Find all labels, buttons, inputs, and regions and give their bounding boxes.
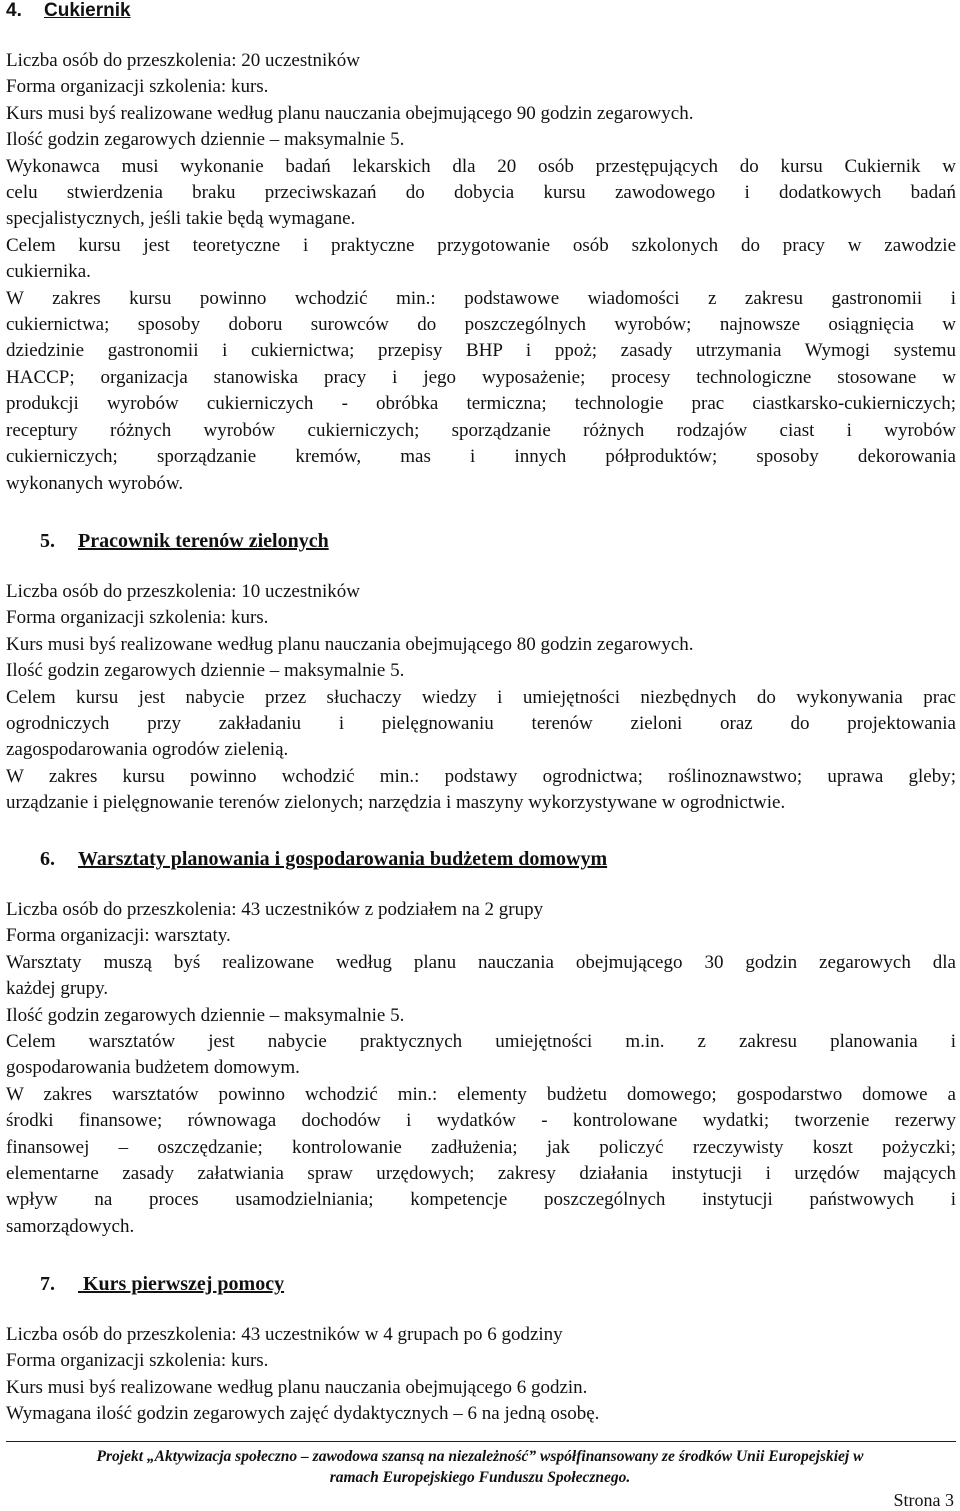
text-line: Liczba osób do przeszkolenia: 43 uczestników z podziałem na 2 grupy: [6, 899, 544, 920]
text-line: W zakres kursu powinno wchodzić min.: podstawowe wiadomości z zakresu gastronomii i: [6, 287, 956, 309]
text-line: urządzanie i pielęgnowanie terenów zielonych; narzędzia i maszyny wykorzystywane w ogrodnictwie.: [6, 792, 786, 814]
section-title: Pracownik terenów zielonych: [78, 530, 329, 552]
text-line: Liczba osób do przeszkolenia: 10 uczestników: [6, 581, 361, 602]
text-line: Ilość godzin zegarowych dziennie – maksymalnie 5.: [6, 1004, 405, 1026]
text-line: gospodarowania budżetem domowym.: [6, 1057, 300, 1079]
text-line: Ilość godzin zegarowych dziennie – maksymalnie 5.: [6, 129, 405, 151]
text-line: Liczba osób do przeszkolenia: 20 uczestników: [6, 50, 361, 71]
section-number: 7.: [40, 1273, 55, 1295]
text-line: celu stwierdzenia braku przeciwskazań do dobycia kursu zawodowego i dodatkowych badań: [6, 182, 956, 204]
text-line: środki finansowe; równowaga dochodów i wydatków - kontrolowane wydatki; tworzenie rezerwy: [6, 1110, 956, 1132]
text-line: każdej grupy.: [6, 978, 109, 1000]
section-body: [6, 1322, 956, 1428]
section-pracownik-terenow-zielonych: [6, 529, 956, 817]
section-heading: [6, 529, 956, 553]
text-line: Warsztaty muszą byś realizowane według planu nauczania obejmującego 30 godzin zegarowych dla: [6, 951, 956, 973]
text-line: HACCP; organizacja stanowiska pracy i jego wyposażenie; procesy technologiczne stosowane w: [6, 366, 956, 388]
text-line: Forma organizacji: warsztaty.: [6, 925, 231, 947]
text-line: wpływ na proces usamodzielniania; kompetencje poszczególnych instytucji państwowych i: [6, 1189, 956, 1211]
page-number: Strona 3: [893, 1490, 954, 1510]
footer-project-line: Projekt „Aktywizacja społeczno – zawodowa szansą na niezależność” współfinansowany ze środków Unii Europejskiej w: [96, 1448, 864, 1465]
text-line: receptury różnych wyrobów cukierniczych; sporządzanie różnych rodzajów ciast i wyrobów: [6, 419, 956, 441]
section-heading: [6, 0, 956, 22]
text-line: wykonanych wyrobów.: [6, 472, 184, 494]
text-line: dziedzinie gastronomii i cukiernictwa; przepisy BHP i ppoż; zasady utrzymania Wymogi systemu: [6, 340, 956, 362]
text-line: Celem kursu jest nabycie przez słuchaczy wiedzy i umiejętności niezbędnych do wykonywania prac: [6, 686, 956, 708]
text-line: Wymagana ilość godzin zegarowych zajęć dydaktycznych – 6 na jedną osobę.: [6, 1403, 600, 1425]
text-line: Forma organizacji szkolenia: kurs.: [6, 76, 269, 98]
section-heading: [6, 1272, 956, 1296]
text-line: elementarne zasady załatwiania spraw urzędowych; zakresy działania instytucji i urzędów mających: [6, 1163, 956, 1185]
footer-divider: [6, 1441, 956, 1442]
text-line: cukiernika.: [6, 261, 91, 283]
text-line: ogrodniczych przy zakładaniu i pielęgnowaniu terenów zieloni oraz do projektowania: [6, 713, 956, 735]
text-line: Wykonawca musi wykonanie badań lekarskich dla 20 osób przestępujących do kursu Cukiernik w: [6, 155, 956, 177]
footer-fund-line: ramach Europejskiego Funduszu Społecznego.: [329, 1469, 631, 1486]
text-line: produkcji wyrobów cukierniczych - obróbka termiczna; technologie prac ciastkarsko-cukierniczych;: [6, 393, 956, 415]
text-line: Celem kursu jest teoretyczne i praktyczne przygotowanie osób szkolonych do pracy w zawodzie: [6, 234, 956, 256]
section-kurs-pierwszej-pomocy: [6, 1272, 956, 1428]
text-line: Kurs musi byś realizowane według planu nauczania obejmującego 90 godzin zegarowych.: [6, 102, 694, 124]
text-line: Celem warsztatów jest nabycie praktycznych umiejętności m.in. z zakresu planowania i: [6, 1031, 956, 1053]
text-line: Forma organizacji szkolenia: kurs.: [6, 607, 269, 629]
section-body: [6, 579, 956, 817]
section-number: 5.: [40, 530, 55, 552]
text-line: samorządowych.: [6, 1215, 135, 1237]
section-body: [6, 48, 956, 497]
text-line: W zakres warsztatów powinno wchodzić min.: elementy budżetu domowego; gospodarstwo domowe a: [6, 1083, 956, 1105]
section-body: [6, 897, 956, 1240]
section-cukiernik: [6, 0, 956, 497]
text-line: specjalistycznych, jeśli takie będą wymagane.: [6, 208, 356, 230]
text-line: zagospodarowania ogrodów zielenią.: [6, 739, 289, 761]
text-line: Kurs musi byś realizowane według planu nauczania obejmującego 80 godzin zegarowych.: [6, 633, 694, 655]
text-line: W zakres kursu powinno wchodzić min.: podstawy ogrodnictwa; roślinoznawstwo; uprawa gleby;: [6, 765, 956, 787]
text-line: cukierniczych; sporządzanie kremów, mas i innych półproduktów; sposoby dekorowania: [6, 446, 956, 468]
text-line: Ilość godzin zegarowych dziennie – maksymalnie 5.: [6, 660, 405, 682]
section-title: Kurs pierwszej pomocy: [78, 1273, 285, 1295]
text-line: Forma organizacji szkolenia: kurs.: [6, 1350, 269, 1372]
text-line: finansowej – oszczędzanie; kontrolowanie zadłużenia; jak policzyć rzeczywisty koszt pożyczki;: [6, 1136, 956, 1158]
section-heading: [6, 847, 956, 871]
section-title: Cukiernik: [44, 0, 131, 21]
page-footer: [0, 1446, 960, 1488]
section-number: 6.: [40, 848, 55, 870]
text-line: Liczba osób do przeszkolenia: 43 uczestników w 4 grupach po 6 godziny: [6, 1324, 563, 1345]
section-warsztaty-budzet: [6, 847, 956, 1240]
text-line: Kurs musi byś realizowane według planu nauczania obejmującego 6 godzin.: [6, 1376, 588, 1398]
text-line: cukiernictwa; sposoby doboru surowców do poszczególnych wyrobów; najnowsze osiągnięcia w: [6, 314, 956, 336]
section-title: Warsztaty planowania i gospodarowania budżetem domowym: [78, 848, 608, 870]
section-number: 4.: [6, 0, 22, 21]
